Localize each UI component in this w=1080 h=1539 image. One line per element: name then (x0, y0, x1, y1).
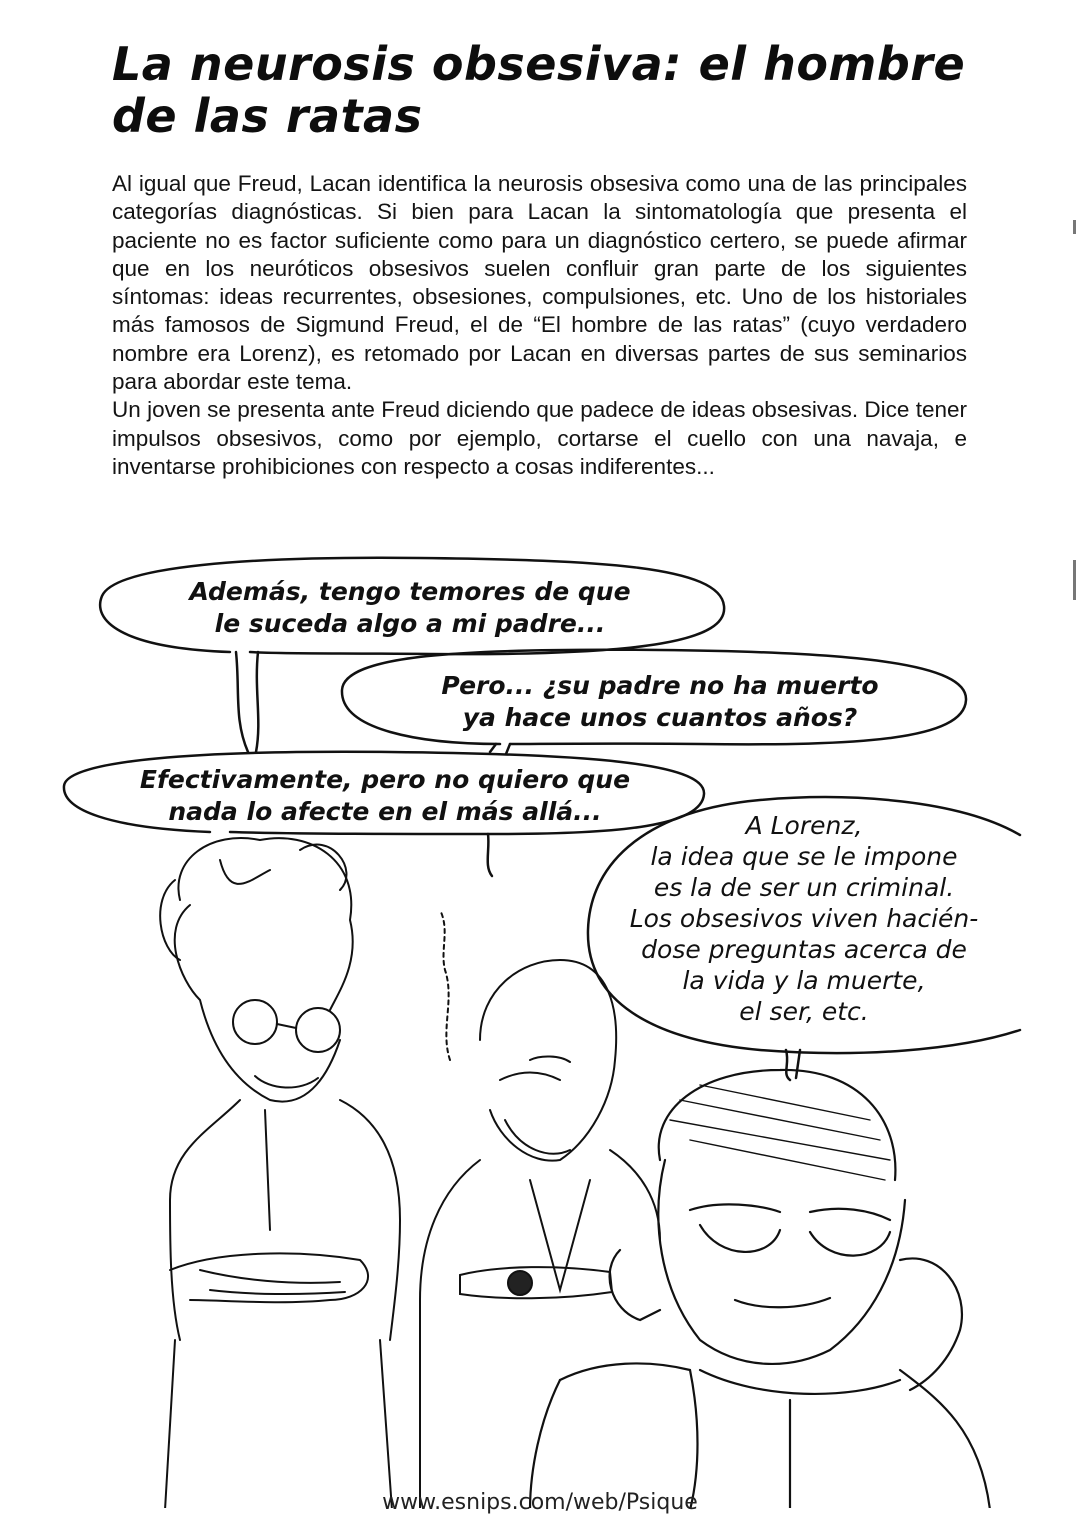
scan-edge-mark (1073, 220, 1076, 234)
bubble-4-line-5: dose preguntas acerca de (641, 935, 967, 964)
bubble-4-line-4: Los obsesivos viven hacién- (629, 904, 979, 933)
bubble-3-line-2: nada lo afecte en el más allá... (168, 797, 602, 826)
bubble-2-line-2: ya hace unos cuantos años? (462, 703, 858, 732)
bubble-4-line-1: A Lorenz, (745, 811, 863, 840)
page-title (112, 38, 1012, 142)
bubble-1-line-1: Además, tengo temores de que (189, 577, 631, 606)
figure-right (530, 1070, 990, 1508)
scan-edge-mark (1073, 560, 1076, 600)
bubble-4-line-7: el ser, etc. (739, 997, 869, 1026)
body-text (112, 170, 967, 481)
bubble-4-line-6: la vida y la muerte, (682, 966, 926, 995)
bubble-3-line-1: Efectivamente, pero no quiero que (139, 765, 631, 794)
title-line-1: La neurosis obsesiva: el hombre (112, 37, 966, 91)
paragraph-1: Al igual que Freud, Lacan identifica la neurosis obsesiva como una de las principales categorías diagnósticas. Si bien para Lacan la sintomatología que presenta el paciente no es factor suficiente como para un diagnóstico certero, se puede afirmar que en los neuróticos obsesivos suelen confluir gran parte de los siguientes síntomas: ideas recurrentes, obsesiones, compulsiones, etc. Uno de los historiales más famosos de Sigmund Freud, el de “El hombre de las ratas” (cuyo verdadero nombre era Lorenz), es retomado por Lacan en diversas partes de sus seminarios para abordar este tema. (112, 171, 967, 395)
bubble-2-line-1: Pero... ¿su padre no ha muerto (441, 671, 879, 700)
bubble-4-text (588, 810, 1020, 1027)
bubble-1-line-2: le suceda algo a mi padre... (214, 609, 606, 638)
paragraph-2: Un joven se presenta ante Freud diciendo que padece de ideas obsesivas. Dice tener impulsos obsesivos, como por ejemplo, cortarse el cuello con una navaja, e inventarse prohibiciones con respecto a cosas indiferentes... (112, 397, 967, 479)
bubble-1-text (130, 576, 690, 640)
title-line-2: de las ratas (112, 89, 423, 143)
bubble-4-line-2: la idea que se le impone (650, 842, 958, 871)
bubble-2-text (370, 670, 950, 734)
figure-left (160, 838, 400, 1508)
bubble-4-line-3: es la de ser un criminal. (653, 873, 955, 902)
source-url: www.esnips.com/web/Psique (382, 1490, 698, 1515)
